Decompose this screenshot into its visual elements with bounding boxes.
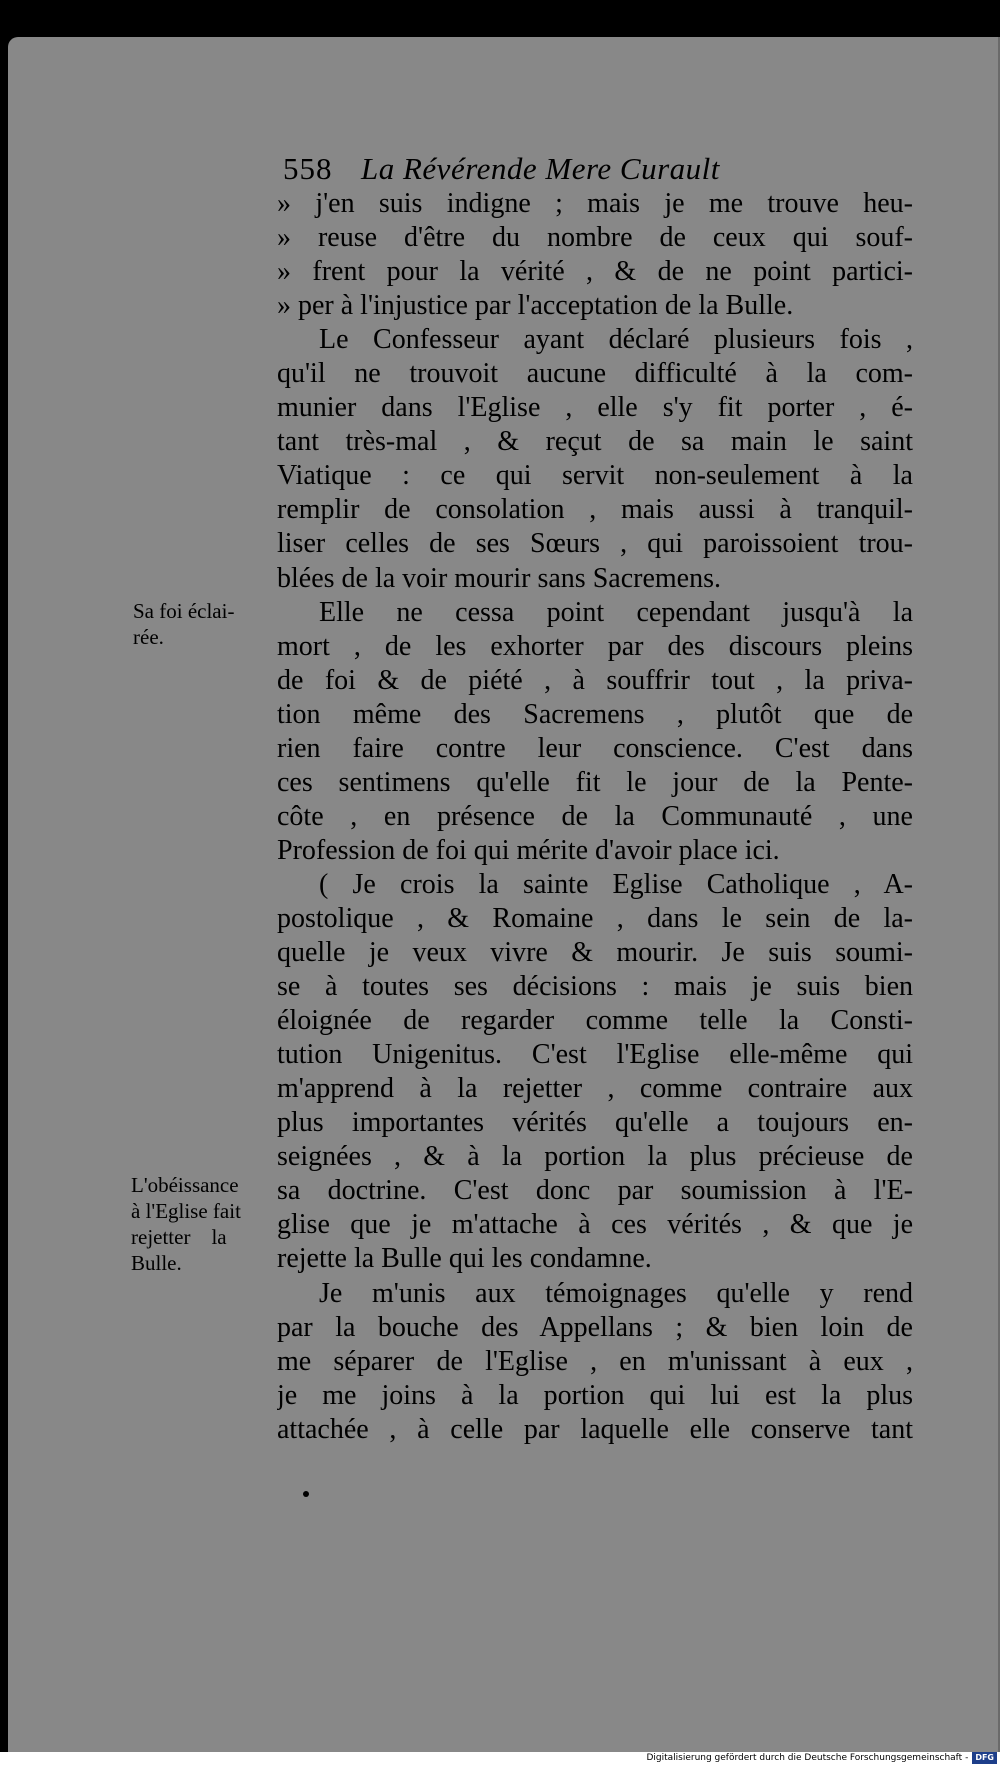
text-line: qu'il ne trouvoit aucune difficulté à la com- [277,358,913,390]
text-line: munier dans l'Eglise , elle s'y fit porter , é- [277,392,913,424]
text-line: se à toutes ses décisions : mais je suis bien [277,971,913,1003]
text-line: quelle je veux vivre & mourir. Je suis soumi- [277,937,913,969]
text-line: rien faire contre leur conscience. C'est dans [277,732,913,764]
margin-note-line: rejetter la [131,1225,227,1249]
text-line: tion même des Sacremens , plutôt que de [277,698,913,730]
running-title: La Révérende Mere Curault [361,151,720,186]
margin-note-obedience [131,1172,241,1276]
text-line: tant très-mal , & reçut de sa main le saint [277,426,913,458]
running-header [283,147,883,191]
text-line: Je m'unis aux témoignages qu'elle y rend [319,1277,913,1309]
text-line: blées de la voir mourir sans Sacremens. [277,562,721,594]
text-line: seignées , & à la portion la plus précieuse de [277,1141,913,1173]
text-line: côte , en présence de la Communauté , une [277,800,913,832]
text-line: » j'en suis indigne ; mais je me trouve heu- [277,188,913,219]
catchword-mark [303,1491,309,1497]
text-line: ( Je crois la sainte Eglise Catholique , A- [319,868,913,900]
margin-note-line: Bulle. [131,1251,182,1275]
text-line: Elle ne cessa point cependant jusqu'à la [319,596,913,628]
digitization-footer [0,1752,1000,1766]
margin-note-line: rée. [133,625,164,649]
margin-note-faith [133,598,234,650]
text-line: rejette la Bulle qui les condamne. [277,1243,652,1275]
text-line: me séparer de l'Eglise , en m'unissant à eux , [277,1345,913,1377]
margin-note-line: à l'Eglise fait [131,1199,241,1223]
text-line: de foi & de piété , à souffrir tout , la priva- [277,664,913,696]
footer-text: Digitalisierung gefördert durch die Deutsche Forschungsgemeinschaft - [646,1753,969,1763]
text-line: » frent pour la vérité , & de ne point partici- [277,256,913,288]
text-line: éloignée de regarder comme telle la Consti- [277,1005,913,1037]
text-line: sa doctrine. C'est donc par soumission à l'E- [277,1175,913,1207]
text-line: » per à l'injustice par l'acceptation de la Bulle. [277,290,794,322]
text-line: Profession de foi qui mérite d'avoir place ici. [277,834,780,866]
text-line: ces sentimens qu'elle fit le jour de la Pente- [277,766,913,798]
text-line: postolique , & Romaine , dans le sein de la- [277,902,913,934]
text-line: liser celles de ses Sœurs , qui paroissoient trou- [277,528,913,560]
text-line: tution Unigenitus. C'est l'Eglise elle-même qui [277,1039,913,1071]
text-line: remplir de consolation , mais aussi à tranquil- [277,494,913,526]
text-line: mort , de les exhorter par des discours pleins [277,630,913,662]
text-line: je me joins à la portion qui lui est la plus [277,1379,913,1411]
margin-note-line: L'obéissance [131,1173,239,1197]
text-line: plus importantes vérités qu'elle a toujours en- [277,1107,913,1139]
margin-note-line: Sa foi éclai- [133,599,235,623]
text-line: glise que je m'attache à ces vérités , & que je [277,1209,913,1241]
text-line: attachée , à celle par laquelle elle conserve tant [277,1413,913,1445]
dfg-logo-icon: DFG [972,1752,997,1764]
text-line: m'apprend à la rejetter , comme contraire aux [277,1073,913,1105]
text-line: par la bouche des Appellans ; & bien loin de [277,1311,913,1343]
body-text [277,187,913,1447]
text-line: » reuse d'être du nombre de ceux qui souf- [277,222,913,254]
text-line: Viatique : ce qui servit non-seulement à la [277,460,913,492]
text-line: Le Confesseur ayant déclaré plusieurs fois , [319,324,913,356]
page-number: 558 [283,151,333,186]
